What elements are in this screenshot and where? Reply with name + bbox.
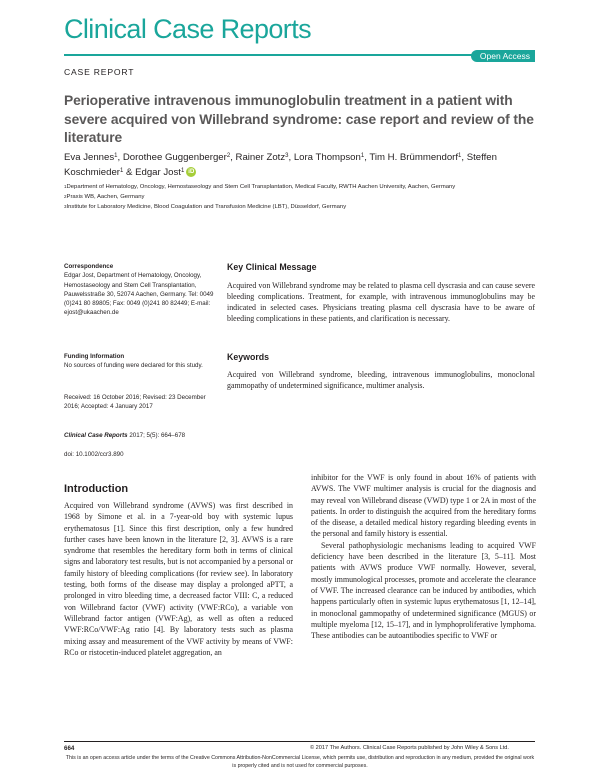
footer-rule: [64, 741, 535, 742]
affiliations: [64, 182, 534, 213]
key-message-heading: Key Clinical Message: [227, 262, 317, 272]
correspondence-text: Edgar Jost, Department of Hematology, Oncology, Hemostaseology and Stem Cell Transplantation, Pauwelsstraße 30, 52074 Aachen, Germany. Tel: 0049 (0)241 80 89805; Fax: 0049 (0)241 80 82449; E-mail: ejost@ukaachen.de: [64, 272, 214, 317]
author-affiliation-marker: 1: [114, 153, 118, 159]
affiliation-text: Praxis WB, Aachen, Germany: [66, 194, 145, 201]
correspondence-heading: Correspondence: [64, 263, 114, 270]
journal-citation: [64, 432, 185, 439]
open-access-badge: Open Access: [471, 50, 535, 62]
license-notice: This is an open access article under the terms of the Creative Commons Attribution-NonCommercial License, which permits use, distribution and reproduction in any medium, provided the original work is properly cited and is not used for commercial purposes.: [65, 755, 535, 770]
correspondence-block: [64, 262, 214, 318]
author-affiliation-marker: 1: [360, 153, 365, 159]
author-affiliation-marker: 1: [458, 153, 462, 159]
introduction-heading: Introduction: [64, 483, 129, 495]
author-affiliation-marker: 1: [120, 168, 124, 174]
author-name: Dorothee Guggenberger: [122, 152, 227, 163]
author-affiliation-marker: 1: [180, 168, 185, 174]
author-name: Eva Jennes: [64, 152, 115, 163]
header-rule: [64, 54, 535, 56]
affiliation-item: [64, 182, 534, 192]
affiliation-text: Institute for Laboratory Medicine, Blood Coagulation and Transfusion Medicine (LBT), Düsseldorf, Germany: [66, 204, 347, 211]
citation-volume: 2017; 5(5): 664–678: [127, 432, 186, 439]
page-number: 664: [64, 745, 75, 752]
funding-block: [64, 352, 214, 371]
affiliation-text: Department of Hematology, Oncology, Hemostaseology and Stem Cell Transplantation, Medical Faculty, RWTH Aachen University, Aachen, Germany: [66, 184, 456, 190]
affiliation-item: [64, 202, 534, 212]
author-affiliation-marker: 2: [226, 153, 231, 159]
author-name: Steffen Koschmieder: [64, 152, 497, 178]
citation-journal: Clinical Case Reports: [64, 432, 128, 439]
author-name: Tim H. Brümmendorf: [369, 152, 459, 163]
author-affiliation-marker: 3: [285, 153, 289, 159]
author-name: Rainer Zotz: [235, 152, 286, 163]
key-message-text: Acquired von Willebrand syndrome may be related to plasma cell dyscrasia and can cause severe bleeding complications. Treatment, for example, with intravenous immunoglobulins may be indicated in selected cases. Physicians treating plasma cell dyscrasia have to be aware of bleeding complications in these patients, and clarification is necessary.: [227, 281, 535, 323]
author-name: Edgar Jost: [135, 167, 181, 178]
article-dates: Received: 16 October 2016; Revised: 23 December 2016; Accepted: 4 January 2017: [64, 394, 206, 411]
introduction-paragraph: Several pathophysiologic mechanisms leading to acquired VWF deficiency have been described in the literature [3, 5–11]. Most patients with AVWS produce VWF normally. However, several, mostly immunological processes, promote and accelerate the clearance of VWF. The increased clearance can be induced by antibodies, which happens particularly often in systemic lupus erythematosus [1, 12–14], in monoclonal gammopathy of undetermined significance (MGUS) or multiple myeloma [12, 15–17], and in lymphoproliferative lymphoma. These antibodies can be autoantibodies specific to VWF or: [311, 540, 536, 641]
doi-link[interactable]: doi: 10.1002/ccr3.890: [64, 451, 124, 458]
introduction-paragraph: inhibitor for the VWF is only found in about 16% of patients with AVWS. The VWF multimer analysis is crucial for the diagnosis and may reveal von Willebrand disease (VWD) type 1 or 2A in most of the patients. In order to distinguish the acquired from the hereditary forms of the disease, a detailed medical history regarding bleeding events in the personal and family history is essential.: [311, 473, 536, 539]
introduction-left-column: [64, 500, 293, 658]
copyright-notice: © 2017 The Authors. Clinical Case Reports published by John Wiley & Sons Ltd.: [310, 745, 509, 751]
orcid-icon[interactable]: iD: [188, 169, 195, 176]
article-type: CASE REPORT: [64, 67, 135, 77]
affiliation-number: 2: [64, 194, 67, 200]
keywords-text: Acquired von Willebrand syndrome, bleeding, intravenous immunoglobulins, monoclonal gammopathy of undetermined significance, multimer analysis.: [227, 370, 535, 390]
introduction-right-column: [311, 472, 536, 641]
keywords-heading: Keywords: [227, 352, 270, 362]
funding-heading: Funding Information: [64, 353, 125, 360]
funding-text: No sources of funding were declared for this study.: [64, 362, 203, 370]
introduction-paragraph: Acquired von Willebrand syndrome (AVWS) was first described in 1968 by Simone et al. in a 7-year-old boy with systemic lupus erythematosus [1]. Since this first description, only a few hundred further cases have been known in the literature [2, 3]. AVWS is a rare syndrome that resembles the hereditary form both in terms of clinical signs and laboratory test results, but is not accompanied by a personal or family history of bleeding complications (for review see). In laboratory testing, both forms of the disease may display a prolonged aPTT, a prolonged in vitro bleeding time, a decreased factor VIII: C, a reduced von Willebrand factor (VWF) activity (VWF:RCo), a variable von Willebrand factor antigen (VWF:Ag), as well as often a reduced VWF:RCo/VWF:Ag ratio [4]. By laboratory tests such as plasma mixing assay and measurement of the VWF activity by means of VWF: RCo or ristocetin-induced platelet aggregation, an: [64, 501, 293, 657]
affiliation-number: 3: [64, 204, 67, 210]
article-title: Perioperative intravenous immunoglobulin treatment in a patient with severe acquired von Willebrand syndrome: case report and review of the literature: [64, 93, 534, 145]
affiliation-number: 1: [64, 184, 67, 189]
author-list: Eva Jennes$^1$, Dorothee Guggenberger$^2$, Rainer Zotz$^3$, Lora Thompson$^1$, Tim H. Brümmendorf$^1$, Steffen Koschmieder$^1$ & Edgar Jost$^1$ iD: [64, 152, 497, 178]
journal-title: Clinical Case Reports: [64, 14, 311, 44]
affiliation-item: [64, 192, 534, 202]
author-name: Lora Thompson: [293, 152, 361, 163]
